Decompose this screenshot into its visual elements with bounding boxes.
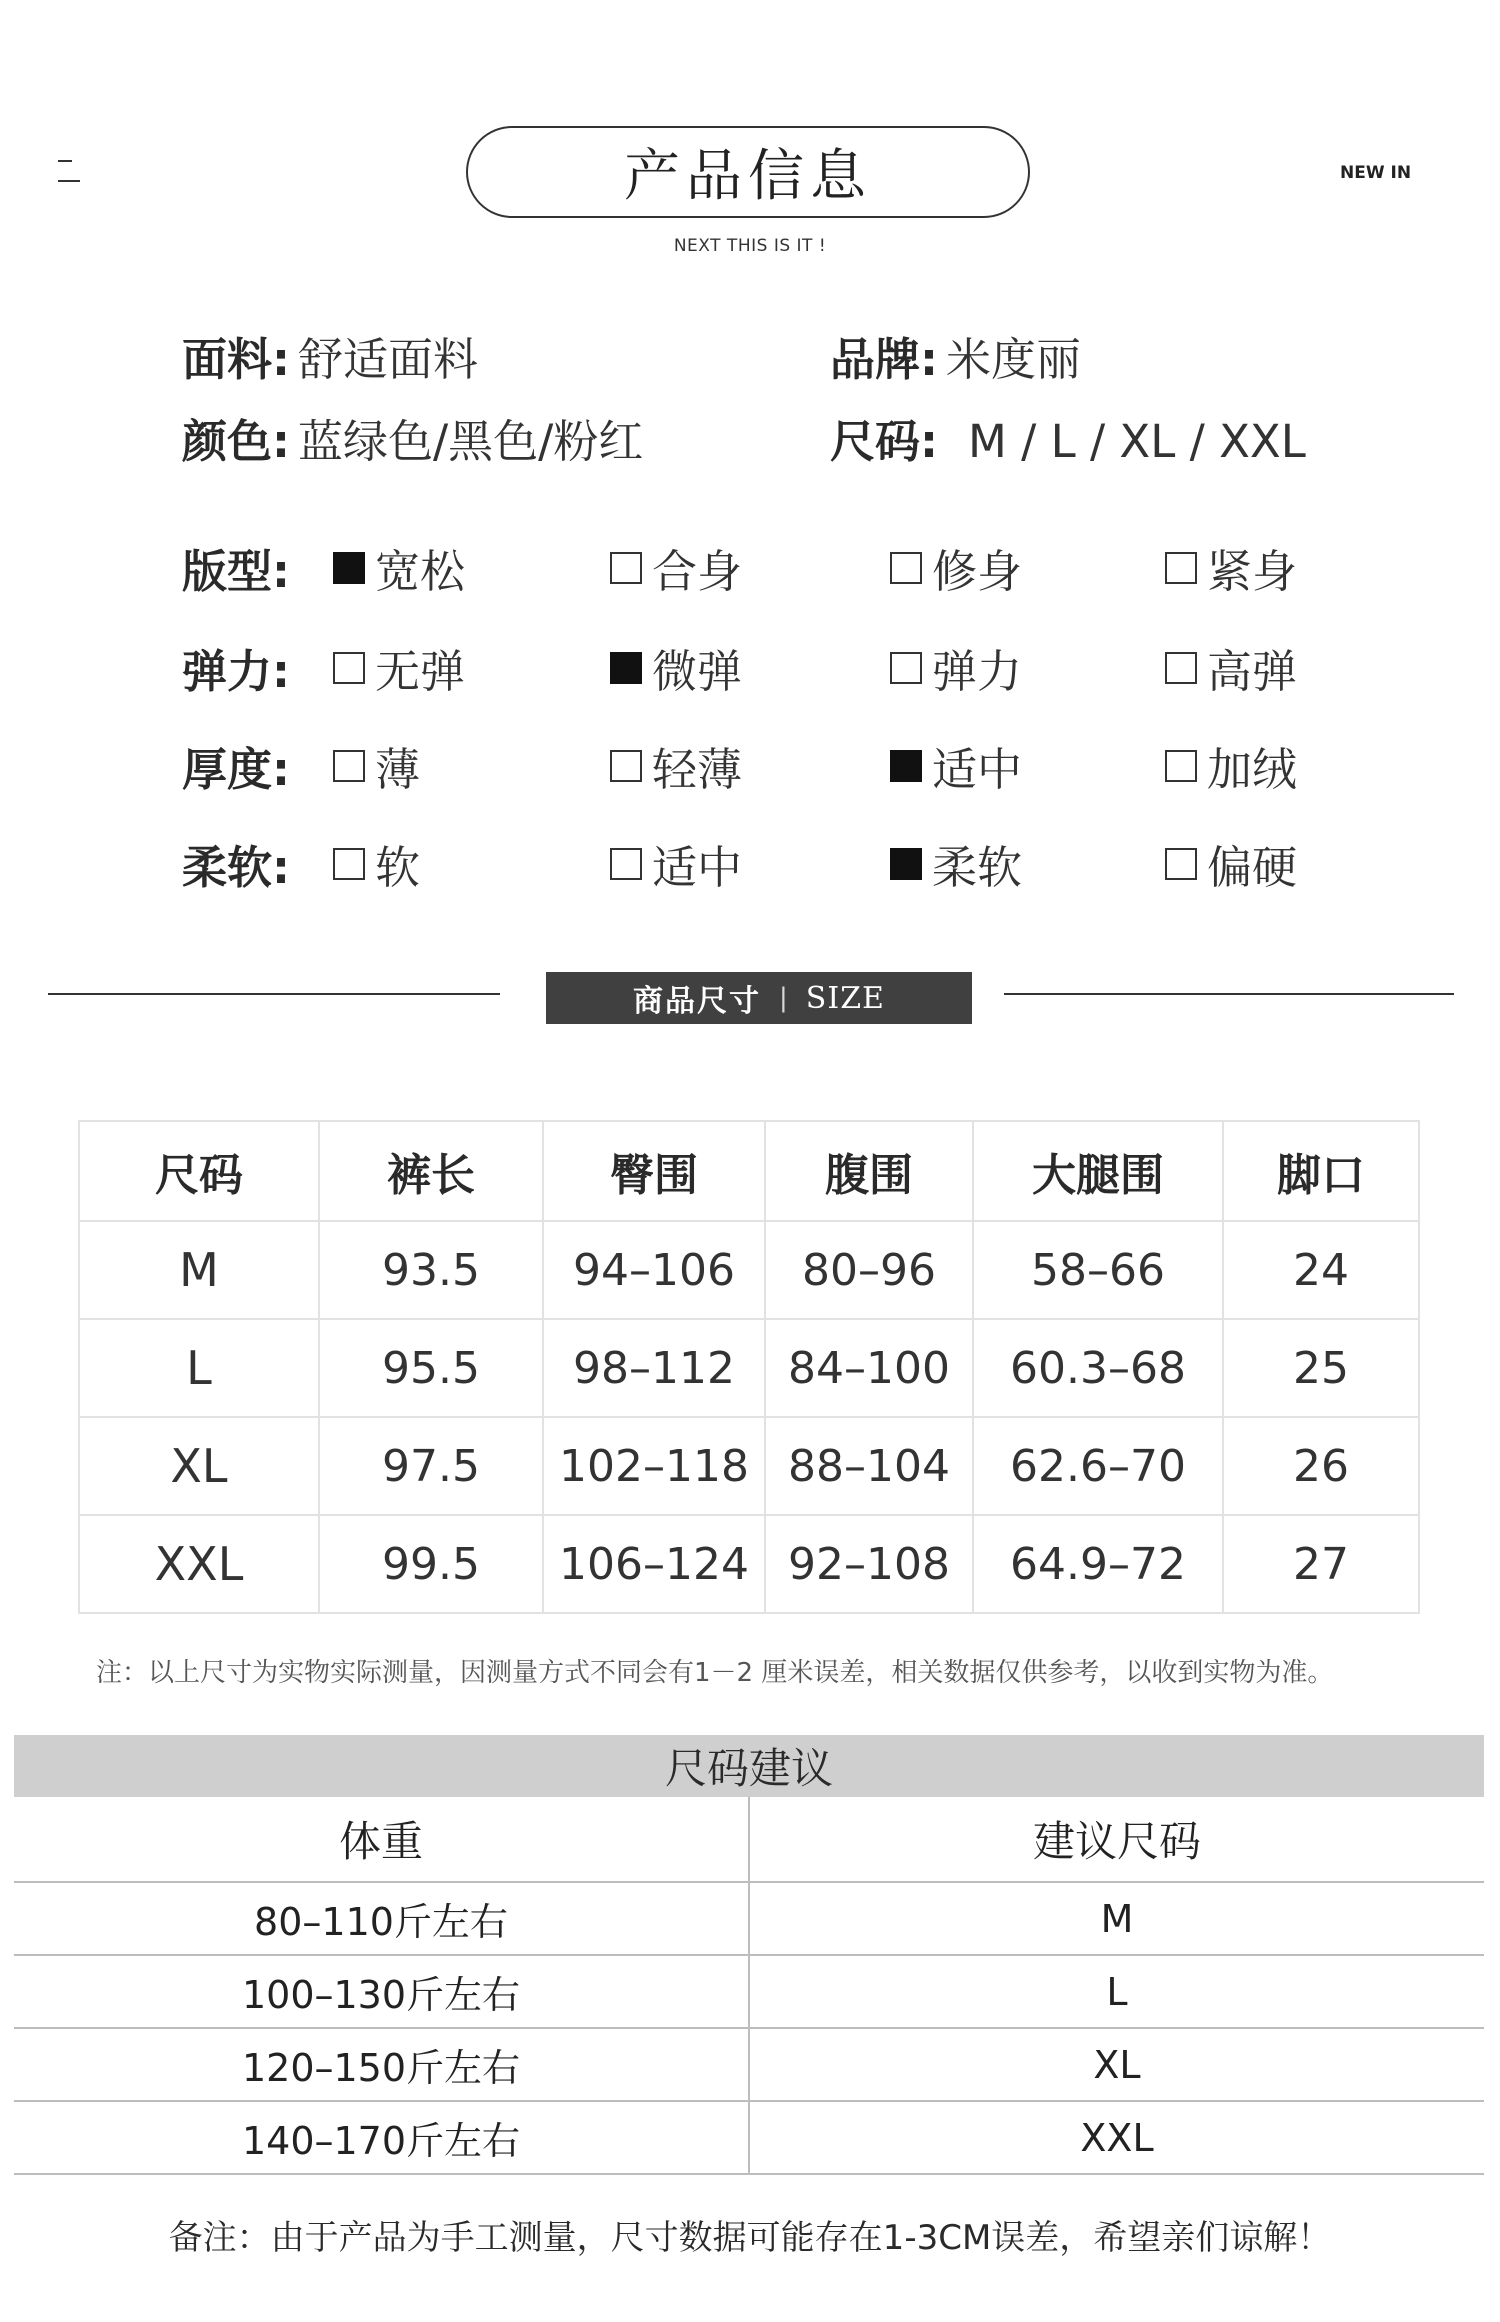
size-info	[830, 405, 1306, 470]
property-label: 版型:	[182, 545, 290, 598]
measurement-cell: 26	[1223, 1417, 1419, 1515]
measurement-cell: 88–104	[765, 1417, 973, 1515]
checked-box-icon	[610, 652, 642, 684]
property-option	[1165, 831, 1297, 896]
checked-box-icon	[890, 750, 922, 782]
measurement-cell: 27	[1223, 1515, 1419, 1613]
property-label: 弹力:	[182, 645, 290, 698]
recommendation-column-header: 体重	[14, 1797, 749, 1882]
unchecked-box-icon	[610, 552, 642, 584]
property-option-label: 弹力	[932, 645, 1023, 698]
fabric-info	[182, 323, 478, 388]
property-option	[1165, 535, 1297, 600]
recommendation-column-header: 建议尺码	[749, 1797, 1484, 1882]
page-title-pill	[466, 126, 1030, 218]
unchecked-box-icon	[333, 750, 365, 782]
measurement-cell: 92–108	[765, 1515, 973, 1613]
property-option	[610, 733, 742, 798]
property-option-label: 合身	[652, 545, 743, 598]
unchecked-box-icon	[1165, 552, 1197, 584]
table-row	[79, 1319, 1419, 1417]
property-label: 柔软:	[182, 841, 290, 894]
property-option	[610, 635, 742, 700]
property-option	[333, 535, 465, 600]
property-option-label: 紧身	[1207, 545, 1298, 598]
divider-left	[48, 993, 500, 995]
size-section-title-en: SIZE	[805, 980, 885, 1016]
color-info	[182, 405, 643, 470]
color-value: 蓝绿色/黑色/粉红	[298, 415, 644, 468]
table-row	[14, 1955, 1484, 2028]
footer-note: 备注：由于产品为手工测量，尺寸数据可能存在1-3CM误差，希望亲们谅解！	[168, 2218, 1332, 2258]
weight-cell: 120–150斤左右	[14, 2028, 749, 2101]
unchecked-box-icon	[333, 652, 365, 684]
size-section-separator: |	[779, 983, 788, 1013]
size-note: 注：以上尺寸为实物实际测量，因测量方式不同会有1－2 厘米误差，相关数据仅供参考，以收到实物为准。	[96, 1658, 1334, 1688]
table-row	[79, 1221, 1419, 1319]
measurement-cell: 102–118	[543, 1417, 765, 1515]
measurement-cell: 60.3–68	[973, 1319, 1223, 1417]
recommended-size-cell: XL	[749, 2028, 1484, 2101]
measurement-cell: 94–106	[543, 1221, 765, 1319]
property-option-label: 高弹	[1207, 645, 1298, 698]
recommended-size-cell: L	[749, 1955, 1484, 2028]
property-option	[610, 831, 742, 896]
brand-value: 米度丽	[946, 333, 1082, 386]
table-row	[79, 1515, 1419, 1613]
brand-label: 品牌:	[830, 333, 938, 386]
property-label: 厚度:	[182, 743, 290, 796]
new-in-badge: NEW IN	[1340, 163, 1412, 183]
measurement-cell: 24	[1223, 1221, 1419, 1319]
size-table-column-header: 脚口	[1223, 1121, 1419, 1221]
fabric-value: 舒适面料	[298, 333, 479, 386]
measurement-cell: 106–124	[543, 1515, 765, 1613]
property-option-label: 薄	[375, 743, 421, 796]
size-table-header	[79, 1121, 1419, 1221]
table-row	[14, 2101, 1484, 2174]
unchecked-box-icon	[333, 848, 365, 880]
recommendation-table	[14, 1797, 1484, 2175]
measurement-cell: 98–112	[543, 1319, 765, 1417]
size-table-column-header: 裤长	[319, 1121, 543, 1221]
property-option	[610, 535, 742, 600]
size-table-column-header: 尺码	[79, 1121, 319, 1221]
measurement-cell: 97.5	[319, 1417, 543, 1515]
property-option	[333, 733, 420, 798]
checked-box-icon	[333, 552, 365, 584]
size-label: 尺码:	[830, 415, 938, 468]
property-option	[890, 635, 1022, 700]
recommendation-title: 尺码建议	[14, 1735, 1484, 1797]
unchecked-box-icon	[890, 652, 922, 684]
size-table-column-header: 腹围	[765, 1121, 973, 1221]
property-option-label: 微弹	[652, 645, 743, 698]
table-row	[14, 1882, 1484, 1955]
property-option-label: 适中	[652, 841, 743, 894]
fabric-label: 面料:	[182, 333, 290, 386]
unchecked-box-icon	[1165, 652, 1197, 684]
property-option	[1165, 733, 1297, 798]
unchecked-box-icon	[610, 848, 642, 880]
page-subtitle: NEXT THIS IS IT !	[673, 236, 827, 256]
property-option-label: 无弹	[375, 645, 466, 698]
measurement-cell: 58–66	[973, 1221, 1223, 1319]
property-option	[890, 733, 1022, 798]
measurement-cell: 84–100	[765, 1319, 973, 1417]
checked-box-icon	[890, 848, 922, 880]
property-option-label: 加绒	[1207, 743, 1298, 796]
property-option	[890, 535, 1022, 600]
unchecked-box-icon	[610, 750, 642, 782]
measurement-cell: 99.5	[319, 1515, 543, 1613]
weight-cell: 80–110斤左右	[14, 1882, 749, 1955]
recommended-size-cell: XXL	[749, 2101, 1484, 2174]
measurement-cell: 62.6–70	[973, 1417, 1223, 1515]
size-value: M / L / XL / XXL	[968, 415, 1306, 468]
property-option-label: 偏硬	[1207, 841, 1298, 894]
weight-cell: 100–130斤左右	[14, 1955, 749, 2028]
property-option	[333, 635, 465, 700]
table-row	[14, 2028, 1484, 2101]
measurement-cell: 25	[1223, 1319, 1419, 1417]
size-table-column-header: 臀围	[543, 1121, 765, 1221]
page-title: 产品信息	[624, 144, 872, 209]
color-label: 颜色:	[182, 415, 290, 468]
size-cell: XL	[79, 1417, 319, 1515]
property-option-label: 适中	[932, 743, 1023, 796]
property-option	[1165, 635, 1297, 700]
weight-cell: 140–170斤左右	[14, 2101, 749, 2174]
size-section-title-cn: 商品尺寸	[633, 984, 762, 1019]
recommended-size-cell: M	[749, 1882, 1484, 1955]
size-table	[78, 1120, 1420, 1614]
divider-right	[1004, 993, 1454, 995]
size-cell: XXL	[79, 1515, 319, 1613]
measurement-cell: 80–96	[765, 1221, 973, 1319]
property-option-label: 宽松	[375, 545, 466, 598]
property-option-label: 轻薄	[652, 743, 743, 796]
size-section-banner	[546, 972, 972, 1024]
property-option-label: 软	[375, 841, 421, 894]
size-cell: M	[79, 1221, 319, 1319]
measurement-cell: 93.5	[319, 1221, 543, 1319]
property-option	[890, 831, 1022, 896]
table-row	[79, 1417, 1419, 1515]
measurement-cell: 64.9–72	[973, 1515, 1223, 1613]
unchecked-box-icon	[1165, 750, 1197, 782]
property-option-label: 修身	[932, 545, 1023, 598]
property-option-label: 柔软	[932, 841, 1023, 894]
property-option	[333, 831, 420, 896]
brand-info	[830, 323, 1081, 388]
size-cell: L	[79, 1319, 319, 1417]
menu-icon[interactable]	[58, 160, 80, 184]
recommendation-header	[14, 1797, 1484, 1882]
size-table-column-header: 大腿围	[973, 1121, 1223, 1221]
measurement-cell: 95.5	[319, 1319, 543, 1417]
unchecked-box-icon	[1165, 848, 1197, 880]
unchecked-box-icon	[890, 552, 922, 584]
